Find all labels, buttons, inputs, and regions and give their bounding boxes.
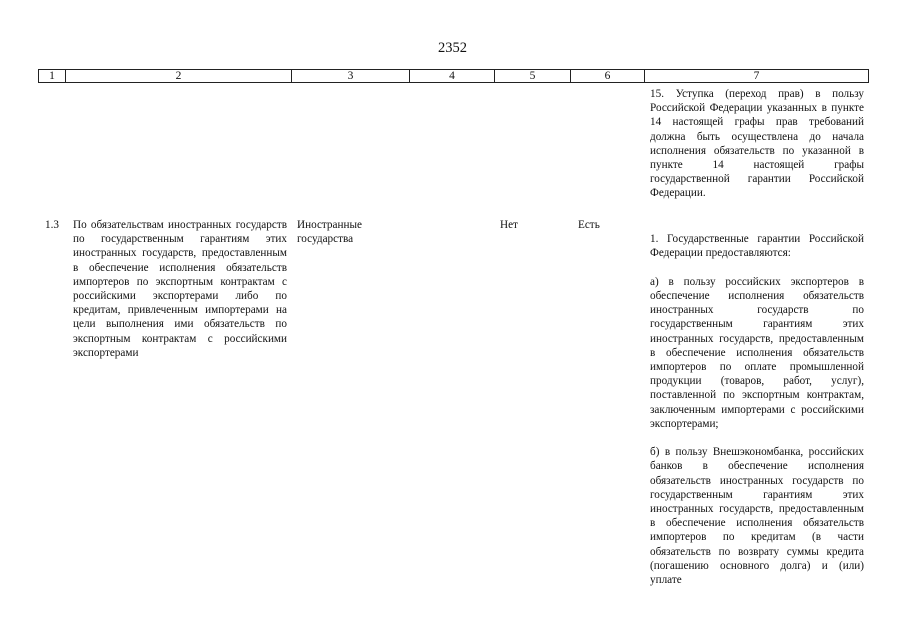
obligation-text: По обязательствам иностранных государств по государственным гарантиям этих иностранных государств, предоставленным в обеспечение исполнения обязательств импортеров по экспортным контрактам с российскими экспортерами либо по кредитам, привлеченным импортерами на цели выполнения ими обязательств по экспортным контрактам с российскими экспортерами [73,219,287,359]
header-col-4: 4 [410,70,495,82]
conditions-item-a: а) в пользу российских экспортеров в обеспечение исполнения обязательств иностранных государств по государственным гарантиям этих иностранных государств, предоставленным в обеспечение исполнения обязательств импортеров по оплате промышленной продукции (товаров, работ, услуг), поставленной по экспортным контрактам, заключенным импортерами с российскими экспортерами; [650,275,864,430]
col5-text: Нет [500,219,518,231]
row-number: 1.3 [45,219,59,231]
header-col-7: 7 [753,70,760,82]
table-header-row [38,69,869,83]
conditions-text [650,218,864,601]
header-col-1: 1 [39,70,66,82]
conditions-item-b: б) в пользу Внешэкономбанка, российских банков в обеспечение исполнения обязательств иностранных государств по государственным гарантиям этих иностранных государств, предоставленным в обеспечение исполнения обязательств импортеров по кредитам (в части обязательств по возврату суммы кредита (погашению основного долга) и (или) уплате [650,446,864,587]
header-col-2: 2 [66,70,292,82]
page-number: 2352 [438,40,467,56]
conditions-paragraph-1: 1. Государственные гарантии Российской Федерации предоставляются: [650,233,864,260]
continuation-text: 15. Уступка (переход прав) в пользу Российской Федерации указанных в пункте 14 настоящей графы прав требований должна быть осуществлена до начала исполнения обязательств по указанной в пункте 14 настоящей графы государственной гарантии Российской Федерации. [650,88,864,200]
header-col-3: 3 [292,70,410,82]
header-col-5: 5 [495,70,571,82]
principal-text: Иностранные государства [297,219,362,246]
header-col-6: 6 [571,70,645,82]
col6-text: Есть [578,219,600,231]
